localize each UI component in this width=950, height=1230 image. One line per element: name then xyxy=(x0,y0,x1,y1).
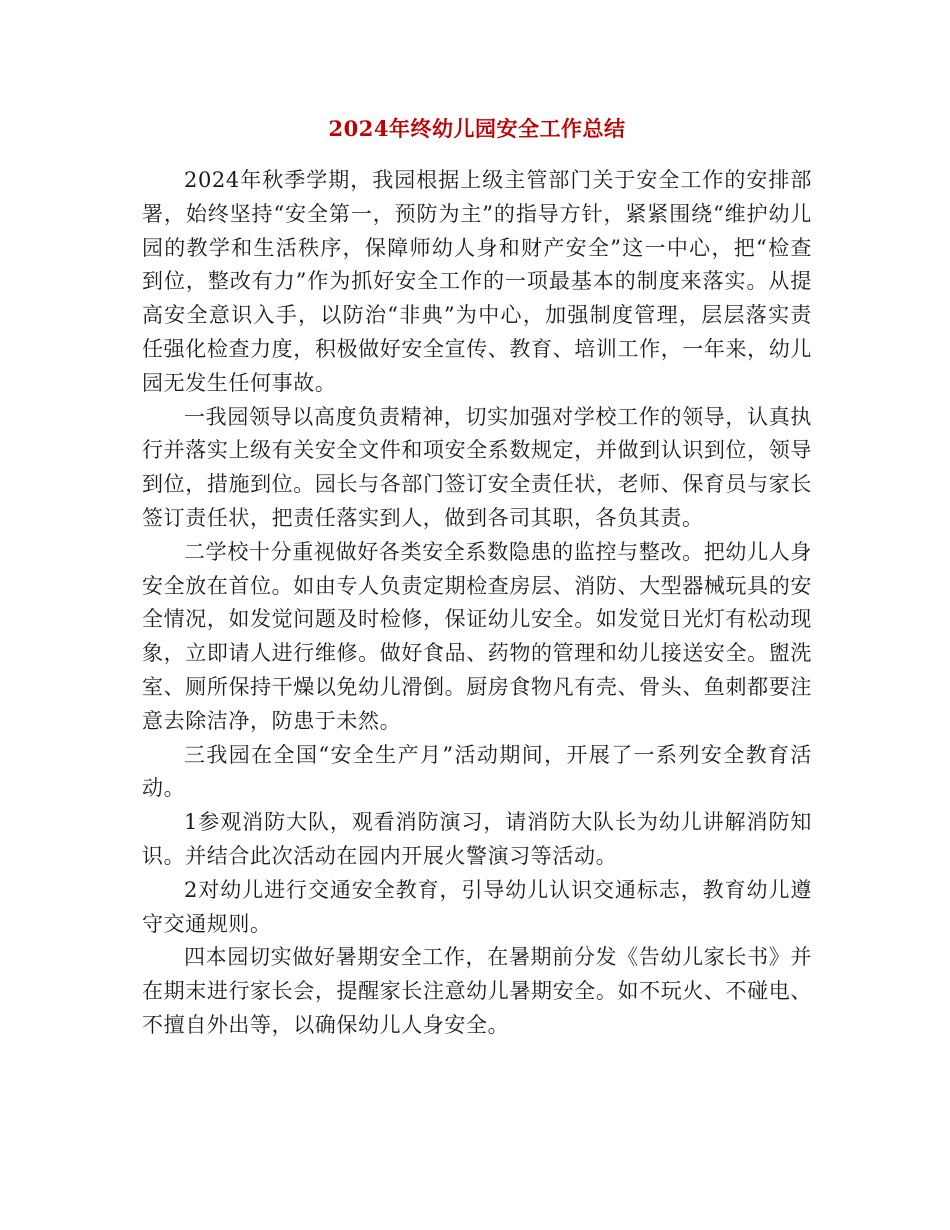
paragraph-intro: 2024年秋季学期，我园根据上级主管部门关于安全工作的安排部署，始终坚持“安全第一，预防为主”的指导方针，紧紧围绕“维护幼儿园的教学和生活秩序，保障师幼人身和财产安全”这一中心，把“检查到位，整改有力”作为抓好安全工作的一项最基本的制度来落实。从提高安全意识入手，以防治“非典”为中心，加强制度管理，层层落实责任强化检查力度，积极做好安全宣传、教育、培训工作，一年来，幼儿园无发生任何事故。 xyxy=(142,168,812,395)
document-title: 2024年终幼儿园安全工作总结 xyxy=(328,116,626,141)
paragraph-section-3: 三我园在全国“安全生产月”活动期间，开展了一系列安全教育活动。 xyxy=(142,742,812,801)
paragraph-section-4: 四本园切实做好暑期安全工作，在暑期前分发《告幼儿家长书》并在期末进行家长会，提醒家长注意幼儿暑期安全。如不玩火、不碰电、不擅自外出等，以确保幼儿人身安全。 xyxy=(142,945,812,1037)
paragraph-item-2: 2对幼儿进行交通安全教育，引导幼儿认识交通标志，教育幼儿遵守交通规则。 xyxy=(142,877,812,936)
paragraph-section-2: 二学校十分重视做好各类安全系数隐患的监控与整改。把幼儿人身安全放在首位。如由专人负责定期检查房层、消防、大型器械玩具的安全情况，如发觉问题及时检修，保证幼儿安全。如发觉日光灯有松动现象，立即请人进行维修。做好食品、药物的管理和幼儿接送安全。盥洗室、厕所保持干燥以免幼儿滑倒。厨房食物凡有壳、骨头、鱼刺都要注意去除洁净，防患于未然。 xyxy=(142,539,812,733)
paragraph-section-1: 一我园领导以高度负责精神，切实加强对学校工作的领导，认真执行并落实上级有关安全文件和项安全系数规定，并做到认识到位，领导到位，措施到位。园长与各部门签订安全责任状，老师、保育员与家长签订责任状，把责任落实到人，做到各司其职，各负其责。 xyxy=(142,404,812,530)
paragraph-item-1: 1参观消防大队，观看消防演习，请消防大队长为幼儿讲解消防知识。并结合此次活动在园内开展火警演习等活动。 xyxy=(142,810,812,868)
